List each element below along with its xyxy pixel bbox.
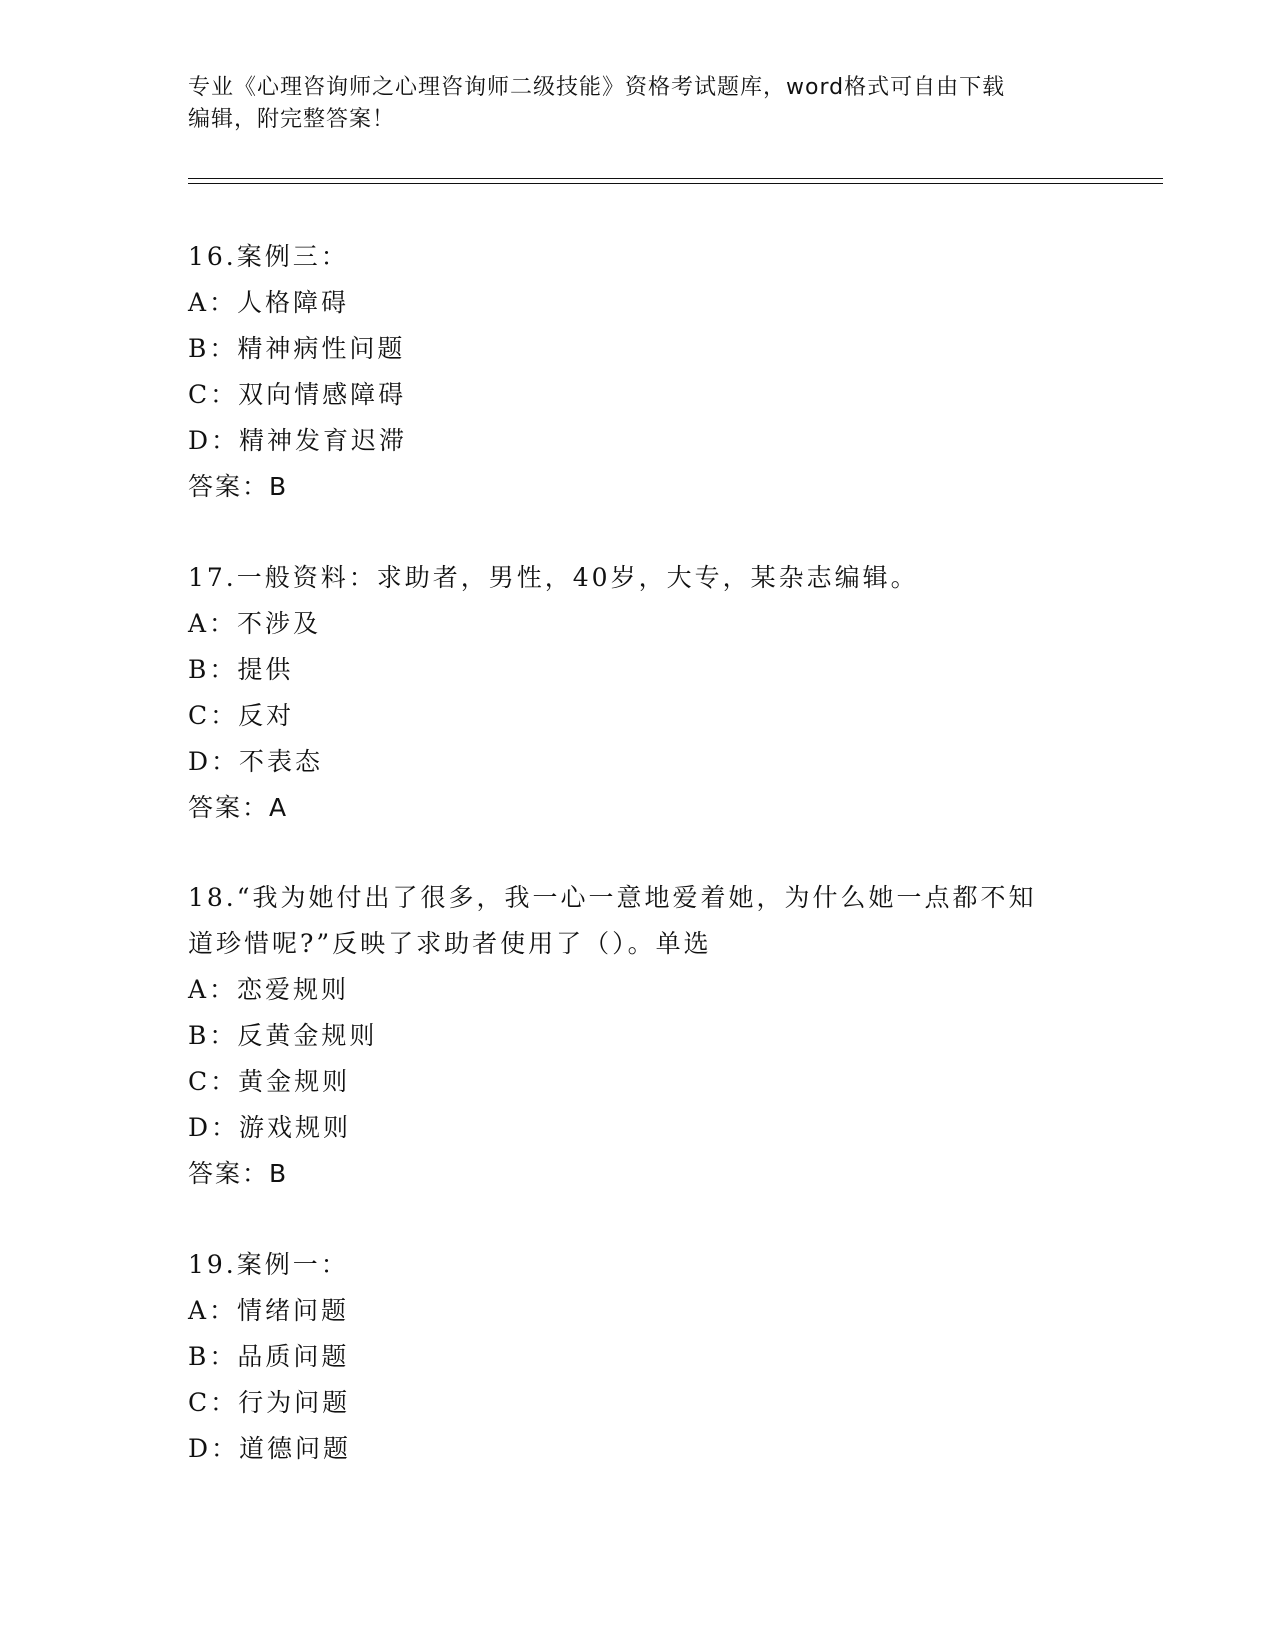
option-b: B：提供 bbox=[188, 655, 294, 684]
option-b: B：反黄金规则 bbox=[188, 1021, 378, 1050]
option-b: B：精神病性问题 bbox=[188, 334, 406, 363]
question-stem: 16.案例三： bbox=[188, 242, 349, 271]
option-c: C：行为问题 bbox=[188, 1388, 351, 1417]
question-stem: 19.案例一： bbox=[188, 1250, 349, 1279]
option-d: D：道德问题 bbox=[188, 1434, 352, 1463]
option-c: C：黄金规则 bbox=[188, 1067, 351, 1096]
question-stem: 17.一般资料：求助者，男性，40岁，大专，某杂志编辑。 bbox=[188, 563, 919, 592]
option-a: A：情绪问题 bbox=[188, 1296, 350, 1325]
option-c: C：反对 bbox=[188, 701, 295, 730]
answer-line: 答案：A bbox=[188, 793, 289, 822]
question-stem-line-2: 道珍惜呢?”反映了求助者使用了（）。单选 bbox=[188, 929, 712, 958]
option-d: D：游戏规则 bbox=[188, 1113, 352, 1142]
option-c: C：双向情感障碍 bbox=[188, 380, 407, 409]
question-18 bbox=[188, 875, 1088, 1197]
question-17 bbox=[188, 555, 1088, 831]
question-stem-line-1: 18.“我为她付出了很多，我一心一意地爱着她，为什么她一点都不知 bbox=[188, 883, 1037, 912]
option-d: D：不表态 bbox=[188, 747, 324, 776]
option-a: A：人格障碍 bbox=[188, 288, 350, 317]
question-19 bbox=[188, 1242, 1088, 1472]
intro-line-1: 专业《心理咨询师之心理咨询师二级技能》资格考试题库，word格式可自由下载 bbox=[188, 75, 1006, 100]
option-d: D：精神发育迟滞 bbox=[188, 426, 408, 455]
answer-line: 答案：B bbox=[188, 472, 289, 501]
answer-line: 答案：B bbox=[188, 1159, 289, 1188]
question-16 bbox=[188, 234, 1088, 510]
header-divider bbox=[188, 178, 1163, 184]
intro-line-2: 编辑，附完整答案！ bbox=[188, 107, 396, 132]
option-a: A：不涉及 bbox=[188, 609, 322, 638]
option-a: A：恋爱规则 bbox=[188, 975, 350, 1004]
document-intro bbox=[188, 72, 1088, 136]
option-b: B：品质问题 bbox=[188, 1342, 350, 1371]
